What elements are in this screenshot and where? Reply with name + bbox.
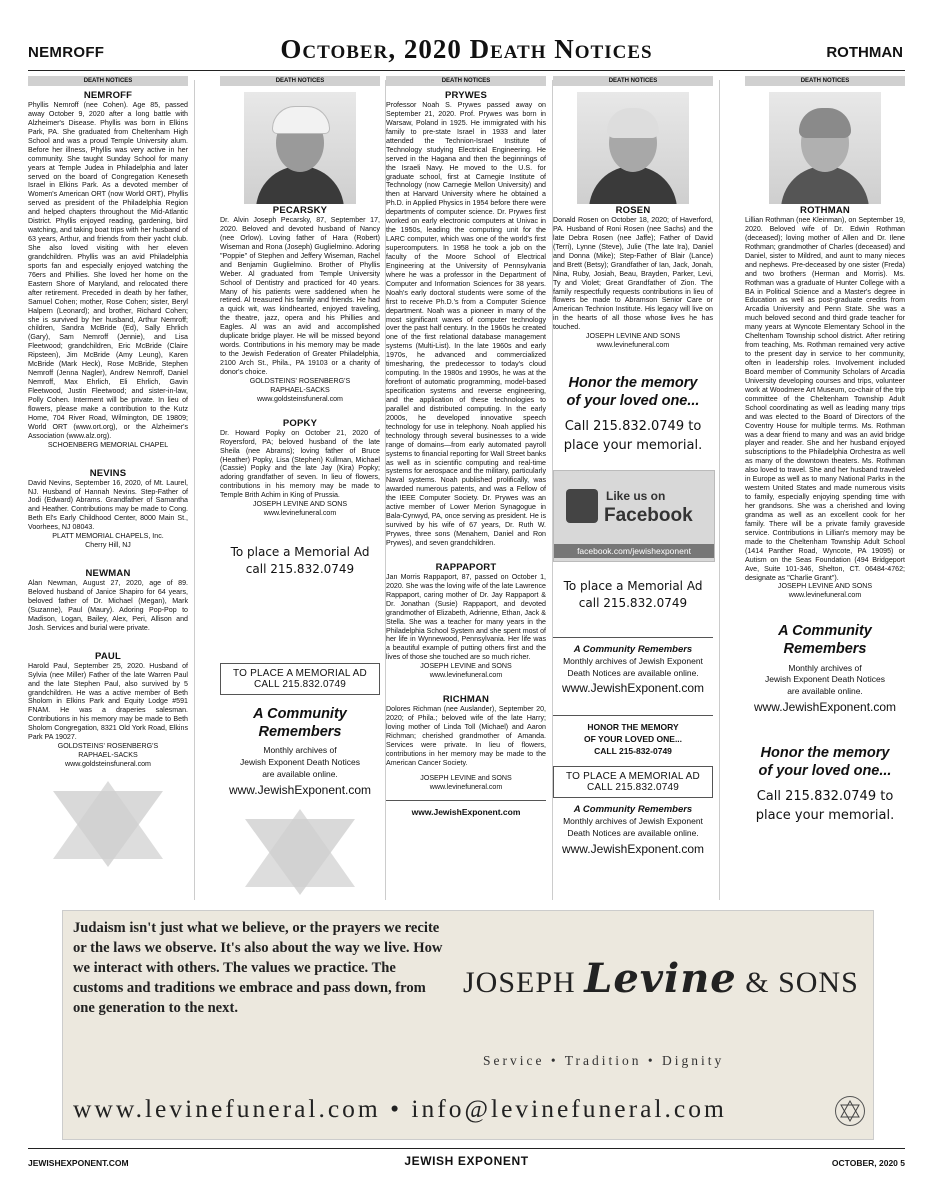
notice-body-nemroff: Phyllis Nemroff (nee Cohen). Age 85, passed away October 9, 2020 after a long battle with Alzheimer's Disease. Phyllis was born in Elkins Park, PA. She graduated from Cheltenham High School and was a proud Temple University alum. Before her illness, Phyllis was very active in her community. She taught Sunday School for many years at Temple Judea in Philadelphia and later served on the board of Congregation Keneseth Israel in Elkins Park. As a devoted member of Women's American ORT (now World ORT), Phyllis served as president of the Philadelphia Region and helped chapters throughout the Mid-Atlantic District. Phyllis enjoyed reading, gardening, bird watching, and taking boat trips with her husband of 63 years, Arthur, and friends from their yacht club. She also loved visiting with her eleven grandchildren. Phyllis was an avid Philadelphia sports fan and especially enjoyed watching the 76ers and Phillies. She loved her home on the Eastern Shore of Maryland, and relocated there after retirement. Preceded in death by her father, Samuel Cohen; mother, Rose Cohen; sister, Beryl Halpern (Leonard); and brother, Richard Cohen; she is survived by her husband, Arthur Nemroff; children, Sandra McBride (Ed), Sally Ehrlich (Gary), Sam Nemroff (Jennie), and Lisa Fleetwood; grandchildren, Eric McBride (Claire Ripsteen), Jim McBride (Amy Leung), Karen McBride (Mark Heck), Rose McBride, Stephen Nemroff (Jenna Nagler), Andrew Nemroff, Daniel Nemroff, Max Ehrlich, Eli Ehrlich, Gavin Fleetwood, Justin Fleetwood; and sister-in-law, Polly Cohen. Interment will be private. In lieu of flowers, please make a contribution to the Kutz Home, 704 River Road, Wilmington, DE 19809; World ORT (www.ort.org), or the Alzheimer's Association (www.alz.org). [28,101,188,440]
community-remembers-block [553,637,713,696]
notice-sign-rappaport: JOSEPH LEVINE and SONS www.levinefuneral.com [420,662,512,680]
notice-sign-rothman: JOSEPH LEVINE AND SONS www.levinefuneral.com [777,582,873,600]
community-remembers-text: Monthly archives of Jewish Exponent Death Notices are available online. [563,655,703,678]
header-left: NEMROFF [28,44,105,61]
memorial-ad-line1: TO PLACE A MEMORIAL AD [233,667,367,679]
column-5 [745,76,905,826]
star-emblem-icon [835,1096,865,1126]
facebook-like-label: Like us on [606,489,666,503]
ad-brand-pre: JOSEPH [463,966,576,999]
memorial-ad-promo: To place a Memorial Ad call 215.832.0749 [230,545,370,577]
notice-body-rosen: Donald Rosen on October 18, 2020; of Haverford, PA. Husband of Roni Rosen (nee Sachs) and the late Debra Rosen (nee Jaffe); Father of David (Terri), Lynne (Steve), Julie (The late Ira), Daniel and Donna (Mike); Step-Father of Blair (Lance) and Brett (Betsy); Grandfather of Ian, Jack, Jonah, Nina, Ruby, Josiah, Beau, Brayden, Parker, Levi, Ty and Violet; Great Grandfather of Zion. The family respectfully requests contributions in lieu of flowers be made to Abramson Senior Care or American Technion Institute. His legacy will live on in the hearts of all those whose lives he has touched. [553,216,713,332]
notice-body-rappaport: Jan Morris Rappaport, 87, passed on October 1, 2020. She was the loving wife of the late Lawrence Rappaport, caring mother of Dr. Jay Rappaport & Dr. Jonathan (Susie) Rappaport, and devoted grandmother of Elizabeth, Adrienne, Ethan, Jack & Stella. She was a teacher for many years in the Philadelphia School System and she spent most of her life in Wynnewood, Pennsylvania. Her life was a beautiful example of putting others first and the lives of those she touched are so much richer. [386,572,546,662]
jewish-exponent-url[interactable]: www.JewishExponent.com [386,800,546,817]
footer-site: JEWISHEXPONENT.COM [28,1158,129,1168]
notice-sign-paul: GOLDSTEINS' ROSENBERG'S RAPHAEL-SACKS www.goldsteinsfuneral.com [57,742,159,768]
notice-name-newman: NEWMAN [85,568,131,580]
honor-memory-title: Honor the memory of your loved one... [758,745,892,780]
notice-sign-rosen: JOSEPH LEVINE AND SONS www.levinefuneral.com [585,332,681,350]
community-remembers-title: A Community Remembers [573,643,693,655]
notice-body-pecarsky: Dr. Alvin Joseph Pecarsky, 87, September 17, 2020. Beloved and devoted husband of Nancy (nee Orlow). Loving father of Hara (Robert) Wiseman and Rona (Joseph) Guglielmino. Adoring "Poppie" of Stephen and Jeffery Wiseman, Rachel and Benjamin Guglielmino. Brother of Phyllis Weber. Al graduated from Temple University School of Dentistry and practiced for 40 years. Many of his patients were saddened when he retired. Al treasured his family and friends. He had a quick wit, was kindhearted, enjoyed traveling, the theatre, jazz, opera and his Phillies and Eagles. Al was an avid and accomplished duplicate bridge player. He will be missed beyond words. Contributions in his memory may be made to the Jewish Federation of Greater Philadelphia, 2100 Arch St., Phila., PA 19103 or a charity of donor's choice. [220,216,380,376]
column-divider [719,80,720,900]
community-remembers-title: A Community Remembers [778,623,872,658]
memorial-ad-line1: TO PLACE A MEMORIAL AD [566,771,700,783]
footer-date-page: OCTOBER, 2020 5 [831,1158,905,1168]
memorial-ad-box [553,766,713,798]
community-remembers-text: Monthly archives of Jewish Exponent Death Notices are available online. [563,815,703,838]
star-of-david-icon [235,807,365,897]
column-header: DEATH NOTICES [220,76,380,86]
community-remembers-text: Monthly archives of Jewish Exponent Death Notices are available online. [764,662,885,697]
portrait-pecarsky [244,92,356,204]
notice-name-nevins: NEVINS [89,467,127,479]
notice-body-rothman: Lillian Rothman (nee Kleinman), on September 19, 2020. Beloved wife of Dr. Edwin Rothman (deceased); loving mother of Allen and Dr. Ilene Rothman; grandmother of Charles (deceased) and Daniel, sister to Mildred, and aunt to many nieces and nephews. Pre-deceased by one sister (Freda) and two brothers (Herman and Morris). Ms. Rothman was a graduate of Hunter College with a BA in Political Science and a Master's degree in Education as well as post-graduate credits from Arcadia University and Penn State. She was a much beloved second and third grade teacher for many years at Wyncote Elementary School in the Cheltenham Township school district. After retiring from teaching, Ms. Rothman remained very active to the present day in service to her community, often in leadership roles. Involvement included Board member of Community Scholars of Arcadia University developing courses and trips, volunteer work at Woodmere Art Museum, co-chair of the trip committee of the Cheltenham Township Adult School coordinating as well as leading many trips and was elected to the Board of Directors of the Coventry House for multiple terms. Ms. Rothman was a dear friend to many and was an avid bridge player and reader. She and her husband enjoyed subscriptions to the Philadelphia Orchestra as well as many of the downtown theaters. Ms. Rothman also loved to travel. She and her husband traveled in Europe as well as to many National Parks in the western United States and made numerous visits to family, especially enjoying spending time with her grandsons. She was a cherished and loving grandma as well as an excellent cook for her family. There will be a private family graveside service. Contributions in Lillian's memory may be made to the Cheltenham Township Adult School (1414 Panther Road, Wyncote, PA 19095) or Autism on the Seas Foundation (494 Bridgeport Ave, Suite 101-346, Shelton, CT. 06484-4762; designate as "Charlie Grant"). [745,216,905,582]
community-remembers-title: A Community Remembers [573,804,693,816]
column-2 [220,76,380,897]
column-divider [194,80,195,900]
column-4 [553,76,713,856]
notice-sign-richman: JOSEPH LEVINE and SONS www.levinefuneral.com [420,773,512,791]
memorial-ad-line2: CALL 215.832.0749 [587,782,679,794]
notice-body-prywes: Professor Noah S. Prywes passed away on September 21, 2020. Prof. Prywes was born in Warsaw, Poland in 1925. He immigrated with his family to pre-state Israel in 1933 and later attended the Technion-Israel Institute of Technology studying Electrical Engineering. He served in the Hagana and then the beginnings of the Israeli Navy. He moved to the U.S. for graduate school, first at Carnegie Institute of Technology (now Carnegie Mellon University) and then at Harvard University where he obtained a Ph.D. in Applied Physics in 1954 before there were departments of computer science. Dr. Prywes first worked on early electronic computers at Univac in the 1950s, leading the computing unit for the LARC computer, which was one of the world's first supercomputers. In 1958 he took a job on the faculty of the Moore School of Electrical Engineering at the University of Pennsylvania where he was a professor in the Department of Computer and Information Sciences for 38 years. Noah's early doctoral students were some of the first to receive Ph.D.'s from a Computer Science department. Noah was a pioneer in many of the most significant waves of computer technology over the past half century. In the 1960s he created one of the first relational database management systems (Multi-List). In the late 1960s and early 1970s, he advanced and commercialized timesharing, the predecessor to today's cloud computing. In the 1980s and 1990s, he was at the forefront of automatic programming, model-based specification systems and reverse engineering, and the application of these technologies to parallel and distributed computing. In the early 2000s, he developed innovative speech technology for use in telephony. Noah applied his technology through several businesses to a wide range of domains—from early automated payroll systems to financial reporting for Wall Street banks as well as in scientific computing and real-time systems for aerospace and the military, particularly Naval systems. Noah published prolifically, was awarded numerous patents, and was a Fellow of the IEEE Computer Society. Dr. Prywes was an active member of Lower Merion Synagogue in Bala-Cynwyd, PA, once serving as president. He is survived by his wife of 67 years, Dr. Ruth W. Prywes, three sons (Menahem, Daniel and Ron Prywes), and seven grandchildren. [386,101,546,547]
notice-sign-popky: JOSEPH LEVINE AND SONS www.levinefuneral.com [252,500,348,518]
portrait-rosen [577,92,689,204]
notice-name-pecarsky: PECARSKY [272,205,328,216]
notice-body-nevins: David Nevins, September 16, 2020, of Mt. Laurel, NJ. Husband of Hannah Nevins. Step-Father of Jodi (Edward) Abrams. Grandfather of Samantha and Heather. Contributions may be made to Cong. Beth El's Early Childhood Center, 8000 Main St., Voorhees, NJ 08043. [28,478,188,532]
notice-body-richman: Dolores Richman (nee Auslander), September 20, 2020; of Phila.; beloved wife of the late Harry; loving mother of Linda Toll (Michael) and Aaron Richman; cherished grandmother of Amanda. Services were private. In lieu of flowers, contributions in her memory may be made to the American Cancer Society. [386,705,546,767]
notice-name-paul: PAUL [95,650,121,662]
notice-sign-nemroff: SCHOENBERG MEMORIAL CHAPEL [47,440,169,449]
notice-body-paul: Harold Paul, September 25, 2020. Husband of Sylvia (nee Miller) Father of the late Warren Paul and the late Stephen Paul, also survived by 5 grandchildren. He was a active member of Beth Sholom in Elkins Park and Equity Lodge #591 FNAM. He was a draperies salesman. Contributions in his memory may be made to Beth Sholom Congregation, 8321 Old York Road, Elkins Park PA 19027. [28,661,188,742]
thumbs-up-icon [566,489,598,523]
memorial-ad-promo: To place a Memorial Ad call 215.832.0749 [563,579,703,611]
ad-brand-script: Levine [584,955,737,1002]
levine-funeral-ad[interactable] [62,910,874,1140]
page-title: October, 2020 Death Notices [280,34,653,64]
ad-url[interactable]: www.levinefuneral.com • info@levinefuneral.com [73,1094,727,1123]
honor-memory-call: Call 215.832.0749 to place your memorial. [563,419,703,454]
notice-name-popky: POPKY [282,417,318,429]
column-header: DEATH NOTICES [745,76,905,86]
community-remembers-url[interactable]: www.JewishExponent.com [228,782,372,797]
notice-body-popky: Dr. Howard Popky on October 21, 2020 of Royersford, PA; beloved husband of the late Sheila (nee Abrams); loving father of Bruce (Heather) Popky, Lisa (Stephen) Kullman, Michael (Cassie) Popky and the late Jay (Kira) Popky; adoring grandfather of seven. In lieu of flowers, contributions in his memory may be made to Temple Brith Achim in King of Prussia. [220,428,380,500]
facebook-label: Facebook [604,505,693,526]
honor-memory-title: Honor the memory of your loved one... [566,375,700,410]
notice-name-richman: RICHMAN [442,694,490,706]
bottom-rule [28,1148,905,1149]
memorial-ad-box [220,663,380,695]
notice-name-nemroff: NEMROFF [83,90,133,101]
community-remembers-url[interactable]: www.JewishExponent.com [561,841,705,856]
honor-memory-call: Call 215.832.0749 to place your memorial. [755,789,895,824]
notice-name-rothman: ROTHMAN [800,205,850,216]
column-3 [386,76,546,817]
star-of-david-icon [43,779,173,869]
ad-brand [463,955,859,1002]
notice-name-rosen: ROSEN [615,205,651,216]
honor-memory-caps: HONOR THE MEMORY OF YOUR LOVED ONE... CALL 215-832-0749 [553,715,713,758]
notice-body-newman: Alan Newman, August 27, 2020, age of 89. Beloved husband of Janice Shapiro for 64 years, beloved father of Dr. Michael (Megan), Mark (Suzanne), Paul (Maury). Adoring Pop-Pop to Madison, Logan, Bailey, Alex, Peri, Allison and Josh. Services and burial were private. [28,579,188,632]
memorial-ad-line2: CALL 215.832.0749 [254,678,346,690]
community-remembers-block-2 [553,804,713,856]
column-1 [28,76,188,869]
community-remembers-url[interactable]: www.JewishExponent.com [753,700,897,715]
notice-name-rappaport: RAPPAPORT [435,561,497,573]
community-remembers-title: A Community Remembers [253,705,347,740]
column-header: DEATH NOTICES [386,76,546,86]
notice-name-prywes: PRYWES [444,90,488,101]
notice-sign-nevins: PLATT MEMORIAL CHAPELS, Inc. Cherry Hill, NJ [52,532,164,550]
column-header: DEATH NOTICES [553,76,713,86]
facebook-badge[interactable] [553,470,715,562]
portrait-rothman [769,92,881,204]
ad-brand-post: & SONS [745,966,859,999]
ad-quote: Judaism isn't just what we believe, or the prayers we recite or the laws we observe. It's also about the way we live. How we interact with others. The values we practice. The customs and traditions we embrace and pass down, from one generation to the next. [73,920,443,1016]
header-right: ROTHMAN [826,44,903,61]
notice-sign-pecarsky: GOLDSTEINS' ROSENBERG'S RAPHAEL-SACKS www.goldsteinsfuneral.com [249,376,351,403]
top-rule [28,70,905,71]
community-remembers-url[interactable]: www.JewishExponent.com [561,681,705,696]
footer-publication: JEWISH EXPONENT [404,1154,529,1168]
community-remembers-text: Monthly archives of Jewish Exponent Death Notices are available online. [239,745,360,779]
facebook-url[interactable]: facebook.com/jewishexponent [554,544,714,558]
column-header: DEATH NOTICES [28,76,188,86]
ad-tagline: Service • Tradition • Dignity [483,1053,725,1068]
